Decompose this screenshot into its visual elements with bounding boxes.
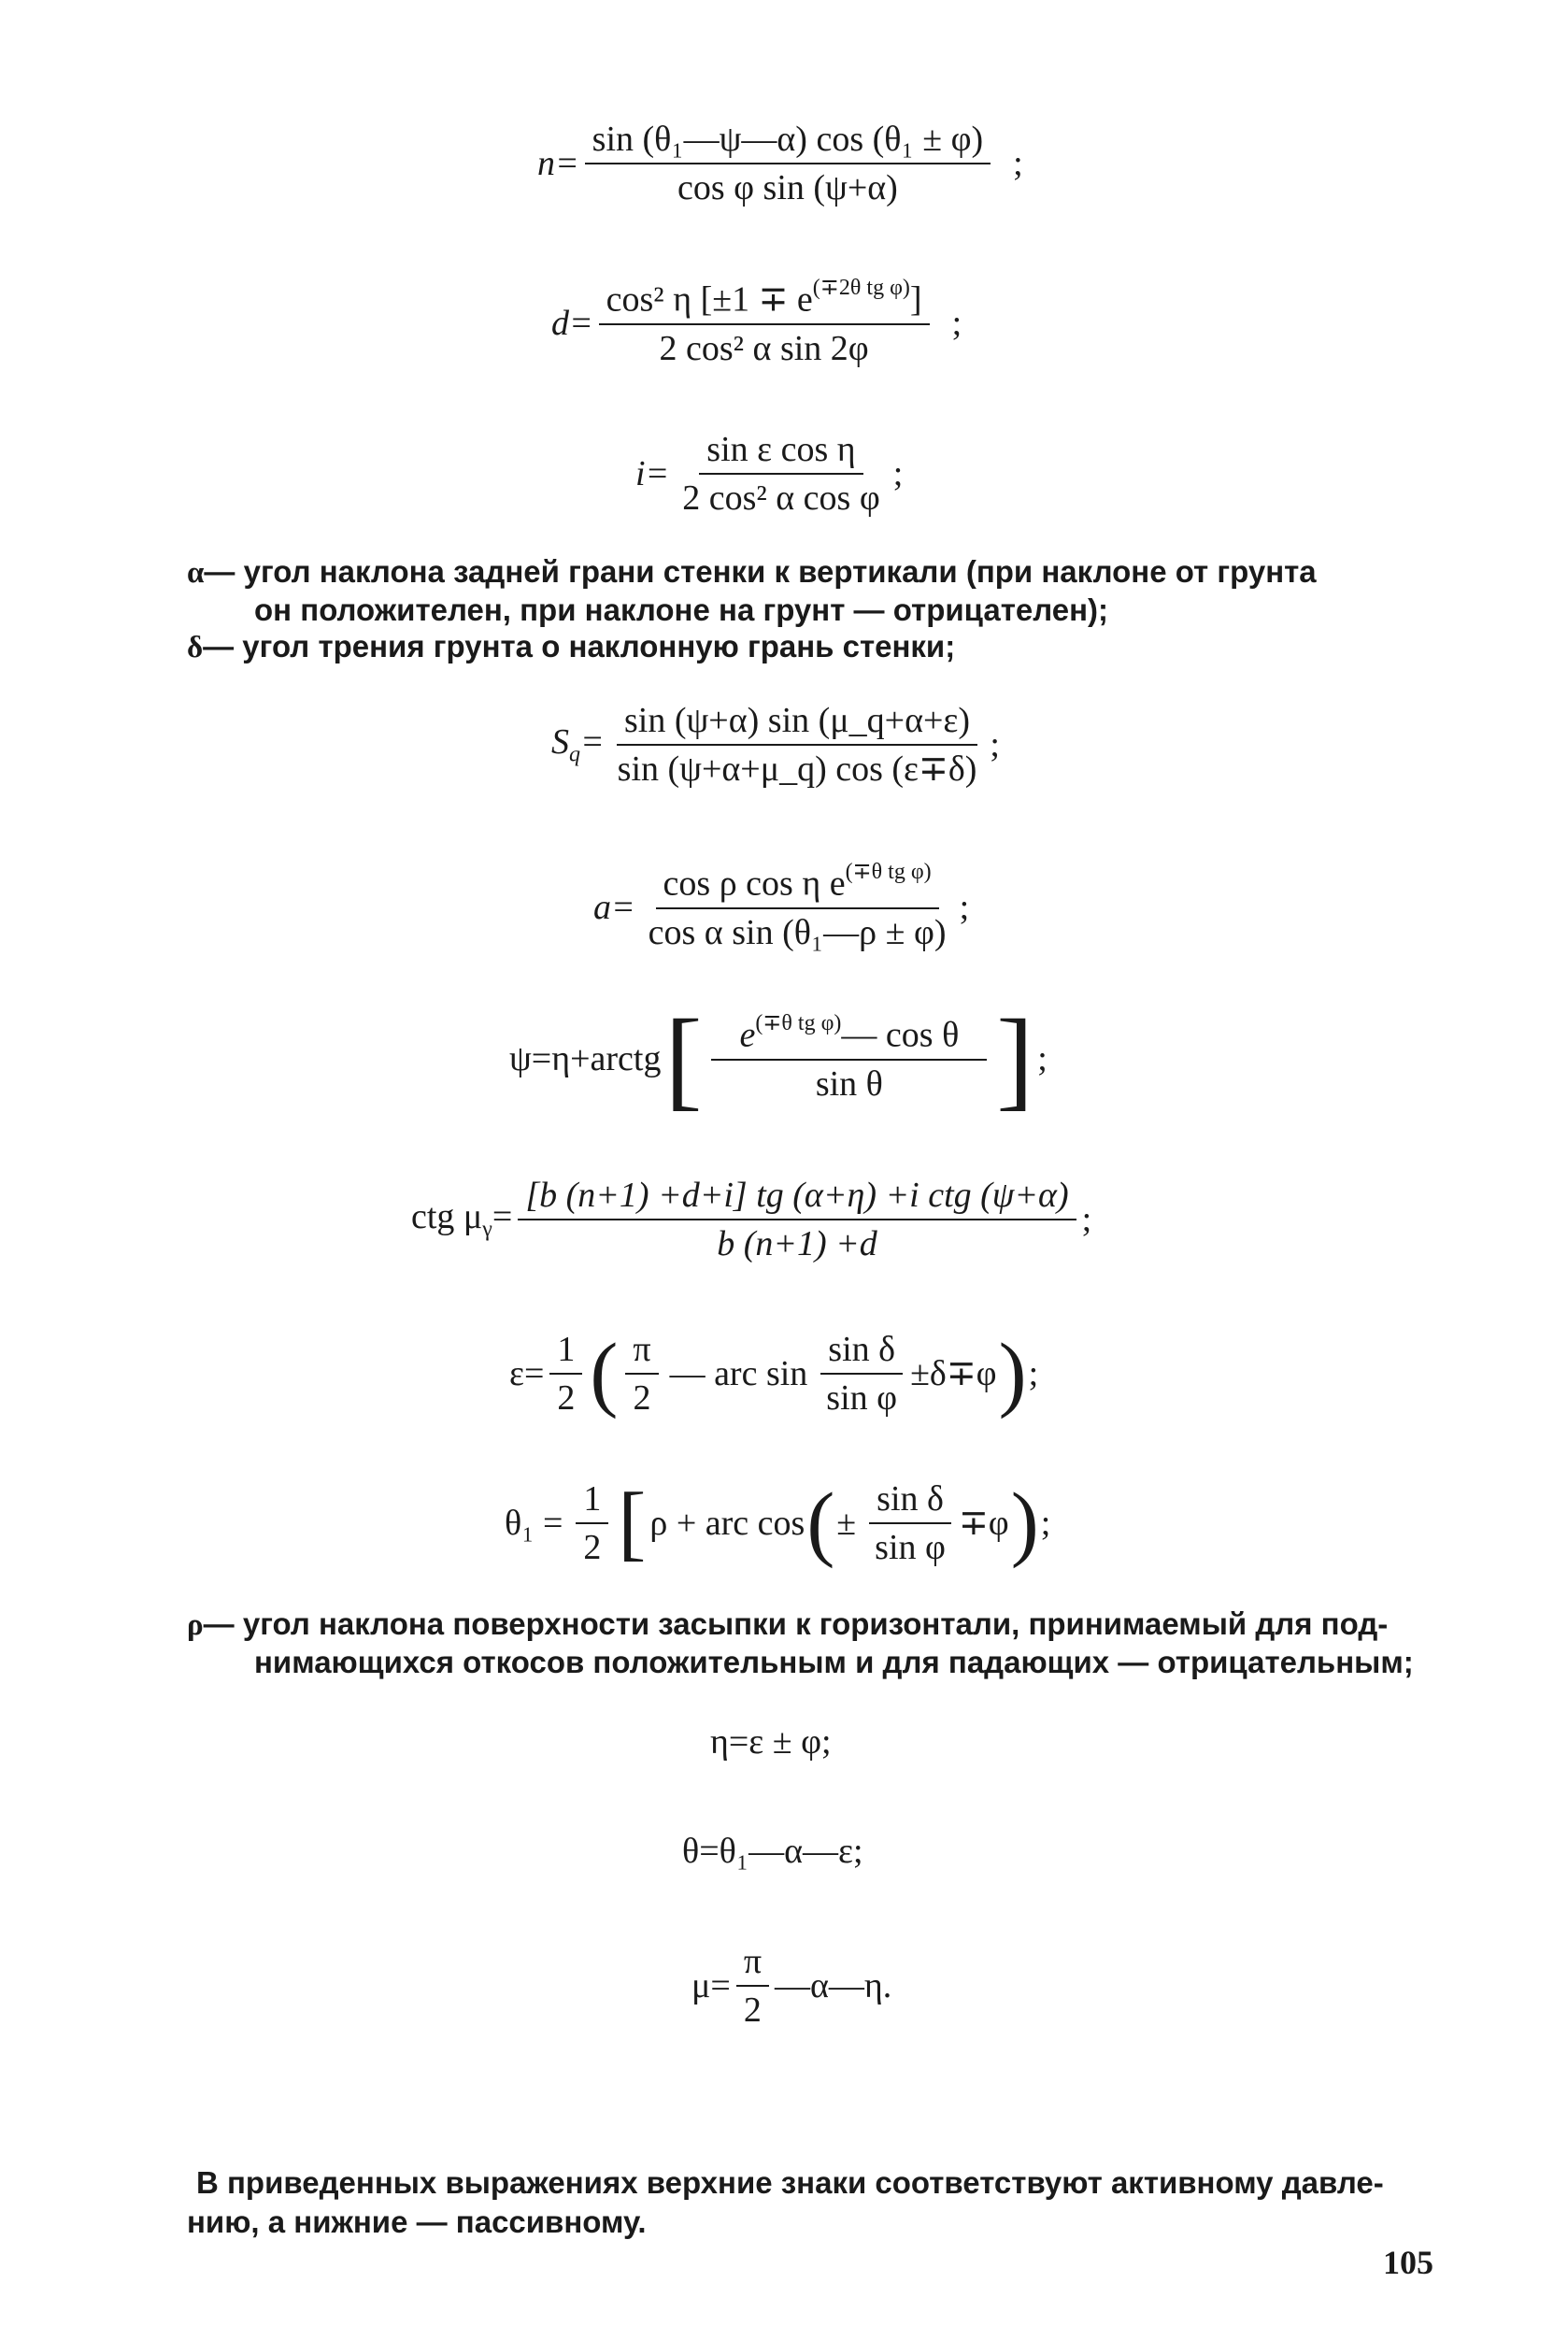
paragraph-line: нию, а нижние — пассивному. [187, 2204, 647, 2239]
definition-text: он положителен, при наклоне на грунт — отрицателен); [254, 592, 1109, 627]
left-bracket: [ [664, 996, 703, 1120]
formula-a [593, 860, 970, 952]
formula-psi [509, 996, 1048, 1120]
left-paren: ( [806, 1477, 835, 1569]
formula-lhs: ctg $\mu_\gamma=$ [411, 1196, 513, 1242]
denominator: cos φ sin (ψ+α) [677, 168, 898, 207]
formula-lhs: μ= [691, 1966, 731, 2005]
half-fraction: $\frac{1}{2}$ [549, 1332, 582, 1416]
half-fraction: $\frac{1}{2}$ [576, 1481, 608, 1565]
right-paren: ) [998, 1327, 1027, 1420]
semicolon: ; [892, 454, 904, 493]
denominator: sin (ψ+α+μ_q) cos (ε∓δ) [617, 749, 977, 789]
denominator: 2 cos² α cos φ [682, 478, 880, 518]
semicolon: ; [959, 887, 970, 927]
formula-sq [551, 703, 1000, 787]
denominator: 2 cos² α sin 2φ [659, 328, 869, 368]
fraction [711, 1011, 987, 1104]
numerator: cos ρ cos η $e^{(\mp\theta tg \varphi)}$ [656, 864, 939, 909]
paragraph-line: В приведенных выражениях верхние знаки соответствуют активному давле- [196, 2165, 1384, 2200]
formula-lhs: i= [635, 454, 670, 493]
semicolon: ; [951, 303, 962, 343]
formula-lhs: ε= [509, 1354, 545, 1393]
semicolon: ; [990, 725, 1000, 764]
page-number: 105 [1383, 2244, 1433, 2281]
semicolon: ; [1028, 1354, 1039, 1393]
pi-fraction: $\frac{\pi}{2}$ [736, 1944, 769, 2028]
exponent: (∓2θ tg φ) [812, 276, 910, 300]
denominator: cos α sin (θ₁—ρ ± φ) [648, 912, 947, 952]
pm-sign: ± [836, 1504, 857, 1543]
formula-lhs: n= [537, 144, 579, 183]
arccos-text: ρ + arc cos [649, 1504, 805, 1543]
definition-text: — угол трения грунта о наклонную грань стенки; [203, 629, 956, 663]
semicolon: ; [1013, 144, 1023, 183]
formula-i [635, 432, 903, 516]
numerator: cos² η $[\pm 1 \mp e^{(\mp 2\theta tg \varphi)}]$ [599, 280, 930, 325]
formula-rest: —α—η. [775, 1966, 892, 2005]
fraction [518, 1177, 1076, 1262]
formula-lhs: ψ=η+arctg [509, 1039, 662, 1078]
formula-lhs: θ₁ = [505, 1504, 563, 1543]
sign-tail: ±δ∓φ [910, 1354, 997, 1393]
formula-eta: η=ε ± φ; [710, 1722, 832, 1762]
formula-theta: θ=θ₁—α—ε; [682, 1832, 863, 1871]
exponent: (∓θ tg φ) [845, 860, 932, 884]
semicolon: ; [1040, 1504, 1051, 1543]
fraction [610, 703, 985, 787]
definition-text: — угол наклона задней грани стенки к вертикали (при наклоне от грунта [204, 554, 1317, 589]
sign-tail: ∓φ [958, 1504, 1009, 1543]
numerator: sin (θ₁—ψ—α) cos (θ₁ ± φ) [585, 121, 991, 164]
fraction [675, 432, 888, 516]
arcsin-text: — arc sin [669, 1354, 808, 1393]
denominator: sin θ [815, 1063, 883, 1104]
denominator: b (n+1) +d [717, 1224, 877, 1263]
numerator: sin (ψ+α) sin (μ_q+α+ε) [617, 703, 977, 746]
closing-paragraph [187, 2163, 1384, 2242]
formula-lhs: d= [551, 303, 593, 343]
formula-mu [691, 1944, 891, 2028]
definition-alpha [187, 553, 1317, 629]
pi-fraction: $\frac{\pi}{2}$ [625, 1332, 658, 1416]
left-bracket: [ [618, 1477, 647, 1569]
semicolon: ; [1081, 1200, 1092, 1239]
formula-n [537, 121, 1023, 206]
right-bracket: ] [996, 996, 1034, 1120]
numerator: $e^{(\mp\theta tg \varphi)}—$ cos θ [711, 1016, 987, 1061]
numerator: [b (n+1) +d+i] tg (α+η) +i ctg (ψ+α) [518, 1177, 1076, 1220]
definition-text: нимающихся откосов положительным и для падающих — отрицательным; [254, 1645, 1414, 1679]
formula-lhs: a= [593, 887, 635, 927]
left-paren: ( [590, 1327, 619, 1420]
symbol-alpha: α [187, 556, 205, 590]
numerator: sin ε cos η [699, 432, 862, 475]
exponent: (∓θ tg φ) [755, 1011, 842, 1036]
fraction [641, 860, 954, 952]
definition-text: — угол наклона поверхности засыпки к горизонтали, принимаемый для под- [203, 1606, 1389, 1641]
formula-lhs: $S_q=$ [551, 721, 605, 767]
formula-d [551, 276, 962, 368]
definition-delta [187, 628, 955, 666]
sin-fraction: $\frac{\text{sin δ}}{\text{sin φ}}$ [867, 1481, 953, 1565]
formula-ctg-mu [411, 1177, 1091, 1262]
symbol-delta: δ [187, 631, 204, 664]
sin-fraction: $\frac{\text{sin δ}}{\text{sin φ}}$ [819, 1332, 905, 1416]
right-paren: ) [1010, 1477, 1039, 1569]
fraction [585, 121, 991, 206]
fraction [599, 276, 930, 368]
symbol-rho: ρ [187, 1608, 204, 1642]
definition-rho [187, 1605, 1414, 1681]
formula-epsilon [509, 1327, 1039, 1420]
formula-theta1 [505, 1477, 1051, 1569]
semicolon: ; [1037, 1039, 1048, 1078]
